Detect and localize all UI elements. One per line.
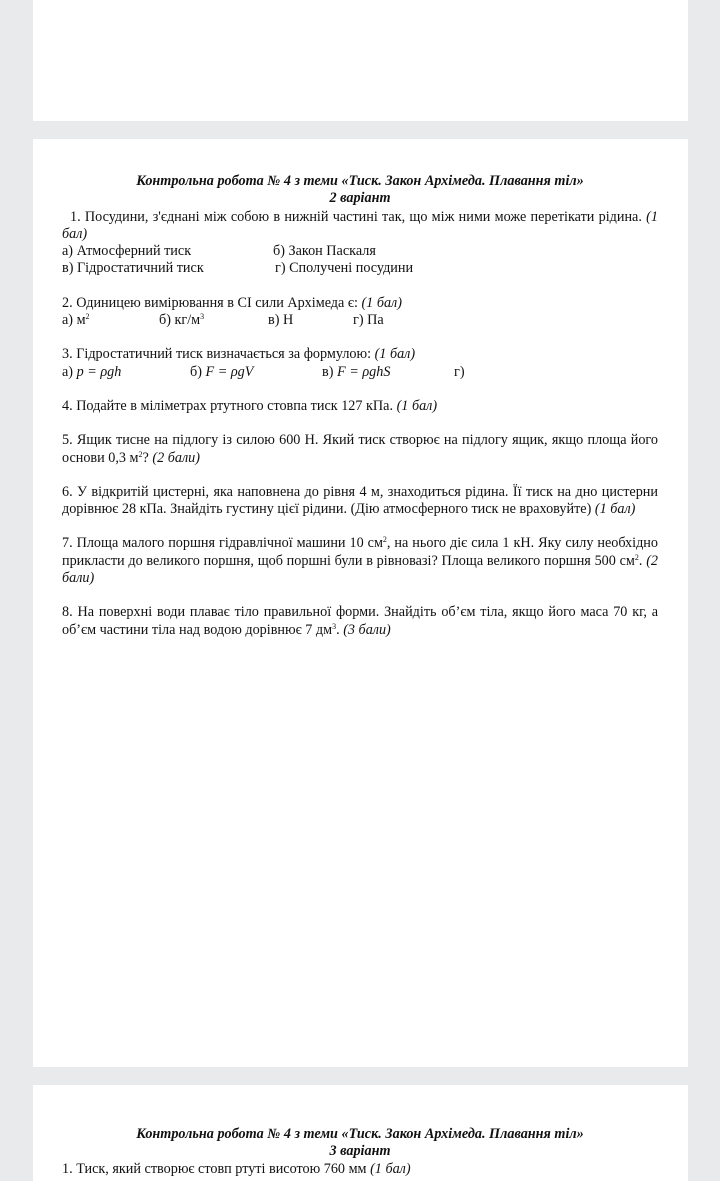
option-c: в) F = ρghS — [322, 363, 391, 380]
question-7-text-2: , на нього діє сила 1 кН. Яку силу необхідно прикласти до великого поршня, щоб поршні були в рівновазі? Площа великого поршня 500 см — [62, 535, 658, 569]
question-8-points: (3 бали) — [343, 621, 391, 638]
question-5-text: 5. Ящик тисне на підлогу із силою 600 Н. Який тиск створює на підлогу ящик, якщо площа його основи 0,3 м — [62, 432, 658, 466]
question-3-text: 3. Гідростатичний тиск визначається за формулою: — [62, 346, 372, 363]
option-b: б) $кг/м^3$ — [159, 312, 205, 329]
previous-page — [33, 0, 688, 121]
next-page — [33, 1085, 688, 1181]
question-6 — [62, 484, 658, 519]
option-c: в) Н — [268, 312, 294, 329]
option-a: а) Атмосферний тиск — [62, 243, 192, 260]
question-4-text: 4. Подайте в міліметрах ртутного стовпа тиск 127 кПа. — [62, 397, 394, 414]
question-1 — [62, 1161, 658, 1178]
question-7-points: (2 бали) — [62, 552, 659, 587]
test-content-variant-3 — [62, 1126, 658, 1178]
question-8: 8. На поверхні води плаває тіло правильної форми. Знайдіть об’єм тіла, якщо його маса 70 кг, а об’єм частини тіла над водою дорівнює 7 $дм^3$. (3 бали) — [62, 604, 658, 638]
question-2-points: (1 бал) — [361, 294, 402, 311]
option-b: б) Закон Паскаля — [273, 243, 376, 260]
question-2-text: 2. Одиницею вимірювання в СІ сили Архімеда є: — [62, 294, 358, 311]
question-1-text: 1. Посудини, з'єднані між собою в нижній частині так, що між ними може перетікати рідина. — [70, 208, 642, 225]
question-1-points: (1 бал) — [62, 208, 658, 242]
question-1-options-row-1 — [62, 243, 658, 260]
question-1 — [62, 209, 658, 244]
option-b: б) F = ρgV — [190, 363, 254, 380]
question-2 — [62, 295, 658, 312]
question-8-text: 8. На поверхні води плаває тіло правильної форми. Знайдіть об’єм тіла, якщо його маса 70 кг, а об’єм частини тіла над водою дорівнює 7 дм — [62, 604, 658, 638]
question-3 — [62, 346, 658, 363]
option-a: а) p = ρgh — [62, 363, 122, 380]
question-1-options-row-2 — [62, 260, 658, 277]
option-d: г) Сполучені посудини — [275, 260, 414, 277]
option-d: г) — [454, 363, 465, 380]
option-c: в) Гідростатичний тиск — [62, 260, 204, 277]
question-6-points: (1 бал) — [594, 501, 636, 518]
question-3-options — [62, 364, 658, 381]
question-7-text-1: 7. Площа малого поршня гідравлічної машини 10 см — [62, 535, 383, 552]
question-1-text: 1. Тиск, який створює стовп ртуті висотою 760 мм — [62, 1160, 367, 1177]
test-title: Контрольна робота № 4 з теми «Тиск. Закон Архімеда. Плавання тіл» — [136, 173, 584, 189]
test-title: Контрольна робота № 4 з теми «Тиск. Закон Архімеда. Плавання тіл» — [136, 1126, 584, 1142]
question-2-options — [62, 312, 658, 329]
test-content — [62, 173, 658, 639]
question-4-points: (1 бал) — [396, 397, 438, 414]
question-5-points: (2 бали) — [152, 449, 200, 466]
question-5: 5. Ящик тисне на підлогу із силою 600 Н. Який тиск створює на підлогу ящик, якщо площа його основи 0,3 $м^2$? (2 бали) — [62, 432, 658, 466]
question-3-points: (1 бал) — [374, 346, 416, 363]
variant-label: 3 варіант — [329, 1143, 391, 1160]
variant-label: 2 варіант — [329, 190, 391, 207]
option-d: г) Па — [353, 312, 384, 329]
document-page — [33, 139, 688, 1067]
question-1-points: (1 бал) — [370, 1160, 411, 1177]
question-7: 7. Площа малого поршня гідравлічної машини 10 $см^2$, на нього діє сила 1 кН. Яку силу необхідно прикласти до великого поршня, щоб поршні були в рівновазі? Площа великого поршня 500 $см^2$. (2 бали) — [62, 535, 659, 587]
question-6-text: 6. У відкритій цистерні, яка наповнена до рівня 4 м, знаходиться рідина. Її тиск на дно цистерни дорівнює 28 кПа. Знайдіть густину цієї рідини. (Дію атмосферного тиск не враховуйте) — [62, 483, 658, 518]
option-a: а) $м^2$ — [62, 312, 90, 329]
question-4 — [62, 398, 658, 415]
